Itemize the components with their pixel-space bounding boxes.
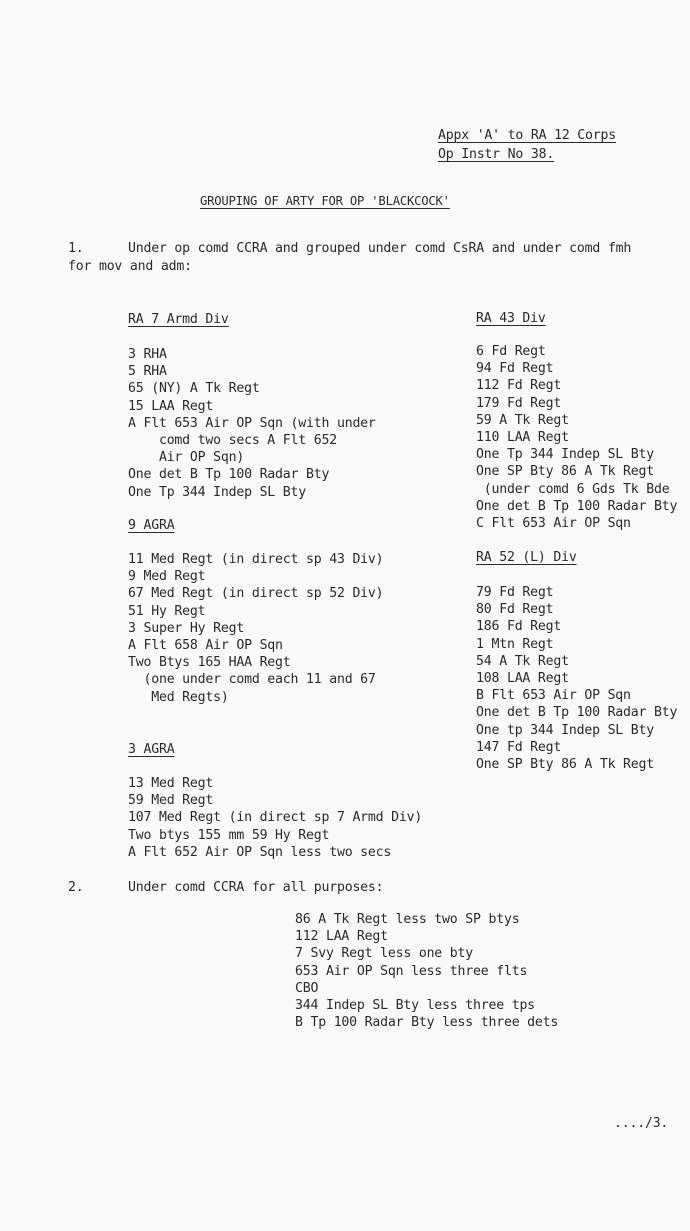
ra7-heading: RA 7 Armd Div — [128, 312, 229, 327]
ra7-list — [128, 346, 376, 501]
list-item: One Tp 344 Indep SL Bty — [128, 484, 307, 500]
list-item: One det B Tp 100 Radar Bty — [128, 467, 330, 483]
list-item: 107 Med Regt (in direct sp 7 Armd Div) — [128, 810, 423, 826]
instruction-reference: Op Instr No 38. — [438, 147, 555, 162]
list-item: B Tp 100 Radar Bty less three dets — [295, 1015, 559, 1031]
list-item: 13 Med Regt — [128, 776, 214, 791]
list-item: Air OP Sqn) — [128, 450, 245, 466]
list-item: 344 Indep SL Bty less three tps — [295, 998, 535, 1014]
list-item: 6 Fd Regt — [476, 344, 546, 359]
page-title: GROUPING OF ARTY FOR OP 'BLACKCOCK' — [200, 194, 450, 208]
agra9-heading: 9 AGRA — [128, 518, 175, 533]
list-item: B Flt 653 Air OP Sqn — [476, 688, 631, 704]
list-item: One det B Tp 100 Radar Bty — [476, 705, 678, 721]
list-item: One det B Tp 100 Radar Bty — [476, 498, 678, 514]
list-item: A Flt 653 Air OP Sqn (with under — [128, 415, 376, 431]
para2-line: Under comd CCRA for all purposes: — [128, 880, 384, 895]
para2-list — [295, 911, 558, 1031]
list-item: (under comd 6 Gds Tk Bde — [476, 481, 670, 497]
list-item: 179 Fd Regt — [476, 395, 562, 411]
list-item: 7 Svy Regt less one bty — [295, 946, 474, 962]
agra9-list — [128, 551, 383, 706]
list-item: 9 Med Regt — [128, 569, 206, 585]
list-item: 5 RHA — [128, 364, 167, 380]
agra3-list — [128, 775, 422, 861]
list-item: 3 RHA — [128, 347, 167, 362]
list-item: 1 Mtn Regt — [476, 636, 554, 652]
ra52-heading: RA 52 (L) Div — [476, 550, 577, 565]
para2-number: 2. — [68, 880, 84, 895]
list-item: C Flt 653 Air OP Sqn — [476, 516, 631, 532]
list-item: 653 Air OP Sqn less three flts — [295, 963, 528, 979]
list-item: 79 Fd Regt — [476, 585, 554, 600]
list-item: 59 A Tk Regt — [476, 412, 569, 428]
list-item: 80 Fd Regt — [476, 602, 554, 618]
list-item: Two btys 155 mm 59 Hy Regt — [128, 827, 330, 843]
list-item: One Tp 344 Indep SL Bty — [476, 447, 655, 463]
para1-line2: for mov and adm: — [68, 259, 192, 274]
list-item: 94 Fd Regt — [476, 361, 554, 377]
appendix-reference: Appx 'A' to RA 12 Corps — [438, 128, 617, 143]
list-item: 112 LAA Regt — [295, 929, 388, 945]
list-item: 86 A Tk Regt less two SP btys — [295, 912, 520, 927]
list-item: 65 (NY) A Tk Regt — [128, 381, 260, 397]
ra43-list — [476, 343, 677, 532]
list-item: 51 Hy Regt — [128, 603, 206, 619]
list-item: One tp 344 Indep SL Bty — [476, 722, 655, 738]
list-item: Med Regts) — [128, 689, 229, 705]
para1-line1: Under op comd CCRA and grouped under comd CsRA and under comd fmh — [128, 241, 632, 256]
list-item: 108 LAA Regt — [476, 671, 569, 687]
list-item: 3 Super Hy Regt — [128, 620, 245, 636]
list-item: 186 Fd Regt — [476, 619, 562, 635]
ra52-list — [476, 584, 677, 773]
list-item: A Flt 658 Air OP Sqn — [128, 638, 283, 654]
list-item: (one under comd each 11 and 67 — [128, 672, 376, 688]
list-item: 11 Med Regt (in direct sp 43 Div) — [128, 552, 384, 567]
list-item: comd two secs A Flt 652 — [128, 433, 337, 449]
list-item: 110 LAA Regt — [476, 430, 569, 446]
list-item: 112 Fd Regt — [476, 378, 562, 394]
agra3-heading: 3 AGRA — [128, 742, 175, 757]
list-item: CBO — [295, 980, 319, 996]
list-item: 59 Med Regt — [128, 793, 214, 809]
list-item: 15 LAA Regt — [128, 398, 214, 414]
list-item: 67 Med Regt (in direct sp 52 Div) — [128, 586, 384, 602]
ra43-heading: RA 43 Div — [476, 311, 546, 326]
list-item: Two Btys 165 HAA Regt — [128, 655, 291, 671]
list-item: 54 A Tk Regt — [476, 653, 569, 669]
list-item: 147 Fd Regt — [476, 739, 562, 755]
para1-number: 1. — [68, 241, 84, 256]
list-item: A Flt 652 Air OP Sqn less two secs — [128, 844, 392, 860]
list-item: One SP Bty 86 A Tk Regt — [476, 464, 655, 480]
continuation-marker: ..../3. — [614, 1116, 669, 1131]
list-item: One SP Bty 86 A Tk Regt — [476, 757, 655, 773]
